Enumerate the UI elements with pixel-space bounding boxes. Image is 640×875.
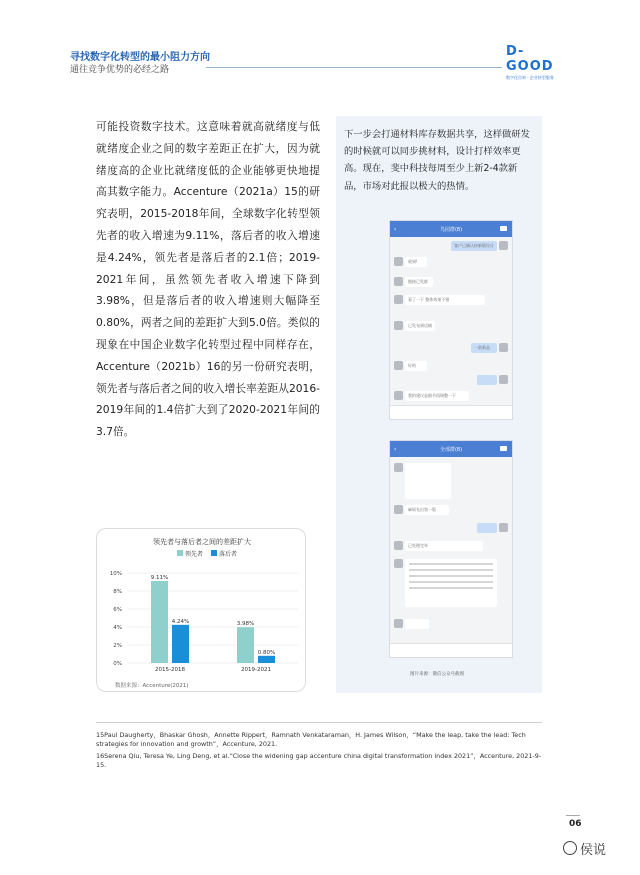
chat-message [477,375,497,385]
data-label: 9.11% [150,575,169,582]
x-tick-label: 2015-2018 [155,667,185,673]
watermark-text: 侯说 [580,842,607,858]
watermark [563,838,623,858]
footnote-divider [96,722,542,723]
footnote-16: 16Serena Qiu, Teresa Ye, Ling Deng, et al.“Close the widening gap accenture china digital transformation index 2021”，Accenture, 2021-9-15. [96,752,542,769]
chat-titlebar [390,221,512,237]
logo-tagline: 数字化咨询 · 企业转型服务 [506,75,554,80]
avatar [394,541,403,550]
data-label: 4.24% [171,618,190,625]
avatar [394,463,403,472]
chat-message: 收到! [405,257,427,267]
bar-laggard [258,656,275,663]
y-tick-label: 10% [109,571,122,577]
wechat-icon [563,841,577,855]
avatar [394,619,403,628]
avatar [499,241,508,250]
chat-message: 看了一下 整体效果不错 [405,295,485,305]
y-tick-label: 2% [113,643,122,649]
avatar [394,391,403,400]
page-number: 06 [569,819,582,829]
avatar [394,361,403,370]
x-tick-label: 2019-2021 [241,667,271,673]
body-paragraph: 可能投资数字技术。这意味着就高就绪度与低就绪度企业之间的数字差距正在扩大，因为就绪度高的企业比就绪度低的企业能够更快地提高其数字能力。Accenture（2021a）15的研究表明，2015-2018年间，全球数字化转型领先者的收入增速为9.11%，落后者的收入增速是4.24%，领先者是落后者的2.1倍；2019-2021年间，虽然领先者收入增速下降到3.98%，但是落后者的收入增速则大幅降至0.80%，两者之间的差距扩大到5.0倍。类似的现象在中国企业数字化转型过程中同样存在，Accenture（2021b）16的另一份研究表明，领先者与落后者之间的收入增长率差距从2016-2019年间的1.4倍扩大到了2020-2021年间的3.7倍。 [96,120,320,439]
avatar [394,321,403,330]
back-icon: ‹ [394,445,397,453]
chat-input-bar[interactable] [390,643,512,657]
chat-screenshot-1 [389,220,513,420]
chat-message [405,619,429,629]
case-study-panel [336,116,542,693]
chat-message: 链接已发群 [405,277,433,287]
avatar [394,257,403,266]
data-label: 3.98% [236,621,255,628]
image-source: 图片来源：微信公众号截图 [410,672,464,677]
chat-message: 麻烦先出第一版 [405,505,449,515]
avatar [394,559,403,568]
avatar [499,343,508,352]
legend-swatch [177,550,183,556]
avatar [394,505,403,514]
chat-title: 鸟园群(8) [439,226,463,233]
shared-document [405,559,497,607]
chat-message: 客户已确认按新版设计 [451,241,497,251]
y-tick-label: 6% [113,607,122,613]
header-subtitle: 通往竞争优势的必经之路 [70,65,170,75]
logo-text: D-GOOD [506,44,554,74]
avatar [394,295,403,304]
avatar [499,375,508,384]
case-study-text: 下一步会打通材料库存数据共享，这样做研发的时候就可以同步挑材料，设计打样效率更高。现在，斐中科技每周至少上新2-4款新品，市场对此报以极大的热情。 [344,129,530,192]
chat-title: 全部群(8) [439,446,463,453]
brand-logo [506,44,570,80]
bar-leader [151,581,168,663]
header-title: 寻找数字化转型的最小阻力方向 [70,52,210,63]
y-tick-label: 8% [113,589,122,595]
bar-laggard [172,625,189,663]
chat-message: 一款新品 [471,343,497,353]
chart-card [96,528,306,692]
avatar [394,277,403,286]
chat-input-bar[interactable] [390,405,512,419]
chart-source: 数据来源：Accenture(2021) [115,683,189,689]
legend-label: 落后者 [219,551,238,558]
y-tick-label: 4% [113,625,122,631]
chat-screenshot-2 [389,440,513,658]
data-label: 0.80% [257,649,276,656]
legend-label: 领先者 [185,551,204,558]
header-divider [206,67,502,68]
chat-message: 我的建议是细节再调整一下 [405,391,469,401]
video-icon [500,226,507,231]
chart-title: 领先者与落后者之间的差距扩大 [153,538,251,546]
video-icon [500,446,507,451]
y-tick-label: 0% [113,661,122,667]
page-number-divider [566,815,580,816]
bar-leader [237,627,254,663]
chat-titlebar [390,441,512,457]
chat-message: 已发布到店铺 [405,321,435,331]
legend-swatch [211,550,217,556]
chat-message: 好的 [405,361,427,371]
footnote-15: 15Paul Daugherty，Bhaskar Ghosh，Annette Rippert，Ramnath Venkataraman，H. James Wilson，“Make the leap, take the lead: Tech strategies for innovation and growth”，Accenture, 2021. [96,731,526,748]
shared-image [405,463,451,499]
back-icon: ‹ [394,225,397,233]
avatar [499,523,508,532]
chat-message: 已处理完毕 [405,541,483,551]
chat-message [477,523,497,533]
bar-chart [97,529,307,693]
